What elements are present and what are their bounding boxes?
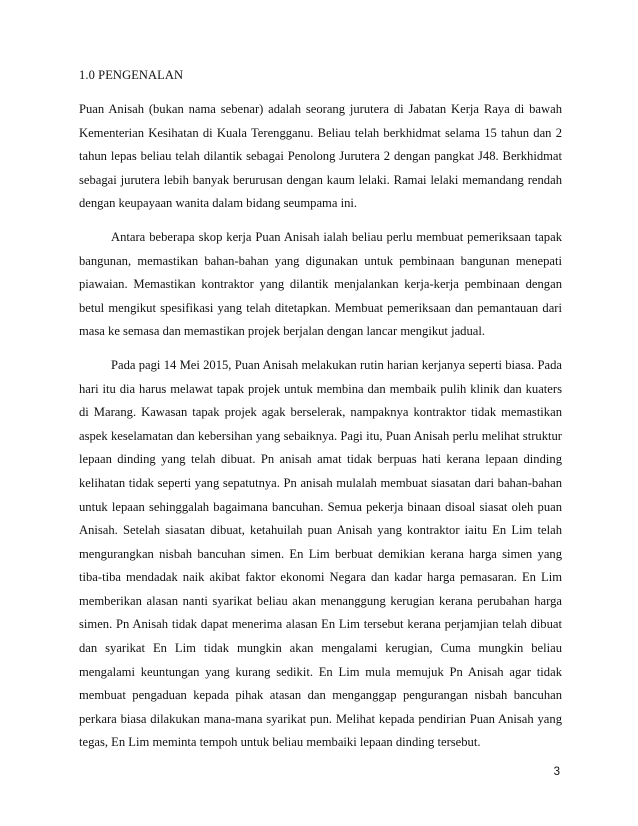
page-number: 3 (553, 766, 560, 778)
paragraph-work-scope: Antara beberapa skop kerja Puan Anisah ialah beliau perlu membuat pemeriksaan tapak bangunan, memastikan bahan-bahan yang digunakan untuk pembinaan bangunan menepati piawaian. Memastikan kontraktor yang dilantik menjalankan kerja-kerja pembinaan dengan betul mengikut spesifikasi yang telah ditetapkan. Membuat pemeriksaan dan pemantauan dari masa ke semasa dan memastikan projek berjalan dengan lancar mengikut jadual. (79, 229, 562, 339)
paragraph-incident: Pada pagi 14 Mei 2015, Puan Anisah melakukan rutin harian kerjanya seperti biasa. Pada hari itu dia harus melawat tapak projek untuk membina dan membaik pulih klinik dan kuaters di Marang. Kawasan tapak projek agak berselerak, nampaknya kontraktor tidak memastikan aspek keselamatan dan kebersihan yang sebaiknya. Pagi itu, Puan Anisah perlu melihat struktur lepaan dinding yang telah dibuat. Pn anisah amat tidak berpuas hati kerana lepaan dinding kelihatan tidak seperti yang sepatutnya. Pn anisah mulalah membuat siasatan dari bahan-bahan untuk lepaan sehinggalah bagaimana bancuhan. Semua pekerja binaan disoal siasat oleh puan Anisah. Setelah siasatan dibuat, ketahuilah puan Anisah yang kontraktor iaitu En Lim telah mengurangkan nisbah bancuhan simen. En Lim berbuat demikian kerana harga simen yang tiba-tiba mendadak naik akibat faktor ekonomi Negara dan kadar harga pemasaran. En Lim memberikan alasan nanti syarikat beliau akan menanggung kerugian kerana perubahan harga simen. Pn Anisah tidak dapat menerima alasan En Lim tersebut kerana perjamjian telah dibuat dan syarikat En Lim tidak mungkin akan mengalami kerugian, Cuma mungkin beliau mengalami keuntungan yang kurang sedikit. En Lim mula memujuk Pn Anisah agar tidak membuat pengaduan kepada pihak atasan dan menganggap pengurangan nisbah bancuhan perkara biasa dilakukan mana-mana syarikat pun. Melihat kepada pendirian Puan Anisah yang tegas, En Lim meminta tempoh untuk beliau membaiki lepaan dinding tersebut. (79, 357, 562, 750)
section-heading: 1.0 PENGENALAN (79, 68, 184, 82)
paragraph-intro: Puan Anisah (bukan nama sebenar) adalah seorang jurutera di Jabatan Kerja Raya di bawah Kementerian Kesihatan di Kuala Terengganu. Beliau telah berkhidmat selama 15 tahun dan 2 tahun lepas beliau telah dilantik sebagai Penolong Jurutera 2 dengan pangkat J48. Berkhidmat sebagai jurutera lebih banyak berurusan dengan kaum lelaki. Ramai lelaki memandang rendah dengan keupayaan wanita dalam bidang seumpama ini. (79, 102, 562, 211)
body-text (79, 98, 562, 765)
